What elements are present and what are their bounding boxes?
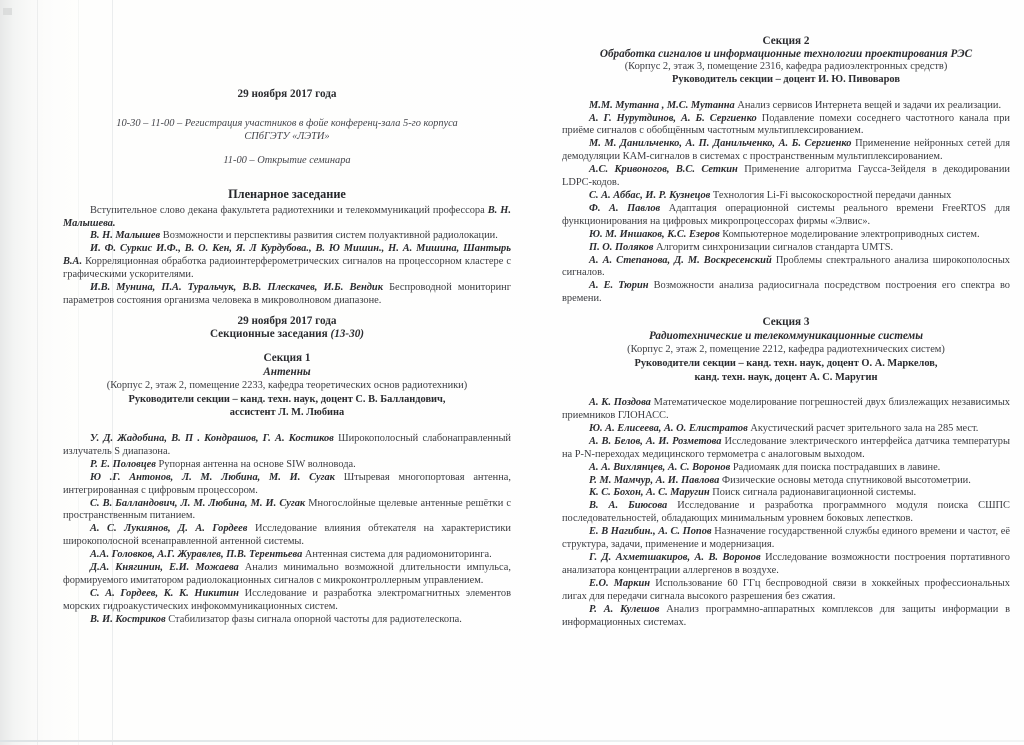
item-authors: С. А. Гордеев, К. К. Никитин <box>90 587 239 599</box>
section1-heading <box>63 352 511 420</box>
item-title: Исследование электрического интерфейса датчика температуры на P-N-переходах медицинского термометра с аналоговым выходом. <box>562 435 1010 460</box>
item-authors: С. В. Балландович, Л. М. Любина, М. И. Сугак <box>90 497 306 509</box>
section-number: Секция 1 <box>263 352 311 365</box>
program-item <box>562 190 1010 203</box>
item-authors: С. А. Аббас, И. Р. Кузнецов <box>589 189 711 201</box>
program-item <box>562 487 1010 500</box>
item-title: Исследование и разработка программного модуля поиска СШПС последовательностей, обладающих минимальным уровнем боковых лепестков. <box>562 500 1010 525</box>
item-title: Применение алгоритма Гаусса-Зейделя в декодировании LDPC-кодов. <box>562 164 1010 189</box>
item-title: Беспроводной мониторинг параметров состояния организма человека в микроволновом диапазоне. <box>63 282 511 306</box>
section-location: (Корпус 2, этаж 2, помещение 2212, кафедра радиотехнических систем) <box>627 344 945 356</box>
date-heading: 29 ноября 2017 года <box>237 88 337 100</box>
program-item <box>562 113 1010 139</box>
item-authors: Ю. А. Елисеева, А. О. Елистратов <box>589 422 748 434</box>
program-item <box>63 243 511 282</box>
item-authors: Е. В Нагибин., А. С. Попов <box>589 526 712 538</box>
registration-time: 10-30 – 11-00 – Регистрация участников в фойе конференц-зала 5-го корпуса <box>116 117 458 129</box>
item-authors: А. Г. Нурутдинов, А. Б. Сергиенко <box>589 112 757 124</box>
program-item <box>63 523 511 549</box>
item-authors: А. А. Степанова, Д. М. Воскресенский <box>589 254 772 266</box>
item-authors: В. Н. Малышев <box>90 230 161 242</box>
sessions-date: 29 ноября 2017 года <box>237 314 337 327</box>
section-location: (Корпус 2, этаж 2, помещение 2233, кафедра теоретических основ радиотехники) <box>106 380 468 392</box>
section-leaders: Руководители секции – канд. техн. наук, доцент С. В. Балландович, <box>128 393 446 405</box>
item-authors: М.М. Мутанна , М.С. Мутанна <box>589 99 735 111</box>
section-leaders: ассистент Л. М. Любина <box>229 407 345 419</box>
item-authors: А. В. Белов, А. И. Розметова <box>589 435 722 447</box>
item-title: Радиомаяк для поиска пострадавших в лавине. <box>732 461 941 473</box>
program-item <box>562 462 1010 475</box>
item-authors: Р. М. Мамчур, А. И. Павлова <box>589 474 720 486</box>
section2-heading <box>562 35 1010 87</box>
item-authors: А. С. Лукиянов, Д. А. Гордеев <box>90 523 248 535</box>
section-location: (Корпус 2, этаж 3, помещение 2316, кафедра радиоэлектронных средств) <box>624 60 948 72</box>
program-item <box>63 562 511 588</box>
section1-items <box>63 433 511 627</box>
section2-items <box>562 100 1010 307</box>
item-authors: Ф. А. Павлов <box>589 202 661 214</box>
item-authors: Ю. М. Иншаков, К.С. Езеров <box>589 228 720 240</box>
left-page <box>63 88 511 627</box>
item-authors: В. Н. Малышева. <box>63 204 511 229</box>
item-title: Исследование возможности построения портативного анализатора концентрации аллергенов в воздухе. <box>562 551 1010 576</box>
item-authors: К. С. Бохон, А. С. Маругин <box>589 487 710 499</box>
section3-heading <box>562 316 1010 384</box>
item-title: Акустический расчет зрительного зала на 285 мест. <box>750 422 979 434</box>
program-item <box>63 614 511 627</box>
item-title: Математическое моделирование погрешностей двух близлежащих независимых приемников ГЛОНАСС. <box>562 397 1010 421</box>
section-number: Секция 3 <box>762 316 810 329</box>
program-item <box>63 459 511 472</box>
item-title: Назначение государственной службы единого времени и частот, её структура, задачи, применение и модернизация. <box>562 526 1010 551</box>
program-item <box>562 280 1010 306</box>
section-number: Секция 2 <box>762 35 810 47</box>
item-authors: А. А. Вихлянцев, А. С. Воронов <box>589 461 731 473</box>
section-leaders: Руководители секции – канд. техн. наук, доцент О. А. Маркелов, <box>634 357 938 369</box>
section-topic: Антенны <box>263 365 311 378</box>
program-item <box>562 203 1010 229</box>
program-item <box>562 500 1010 526</box>
sessions-label: Секционные заседания <box>209 328 328 341</box>
item-authors: Р. Е. Половцев <box>90 458 156 470</box>
program-item <box>562 552 1010 578</box>
item-title: Возможности и перспективы развития систем полуактивной радиолокации. <box>162 230 498 242</box>
program-item <box>562 423 1010 436</box>
item-title: Подавление помехи соседнего частотного канала при приёме сигналов с обобщённым частотным мультиплексированием. <box>562 112 1010 137</box>
program-item <box>63 549 511 562</box>
program-item <box>562 255 1010 281</box>
program-item <box>562 229 1010 242</box>
item-authors: А. Е. Тюрин <box>589 280 649 292</box>
item-title: Проблемы спектрального анализа широкополосных сигналов. <box>562 254 1010 279</box>
program-item <box>562 164 1010 190</box>
program-item <box>562 138 1010 164</box>
program-item <box>562 100 1010 113</box>
item-lead-text: Вступительное слово декана факультета радиотехники и телекоммуникаций профессора <box>90 204 488 216</box>
opening-time: 11-00 – Открытие семинара <box>223 154 351 166</box>
plenary-title: Пленарное заседание <box>228 186 346 201</box>
program-item <box>63 205 511 231</box>
item-title: Физические основы метода спутниковой высотометрии. <box>721 474 971 486</box>
program-item <box>562 242 1010 255</box>
registration-block <box>63 118 511 144</box>
section-topic: Радиотехнические и телекоммуникационные системы <box>649 329 923 342</box>
scan-page-edge <box>0 740 1024 742</box>
item-title: Алгоритм синхронизации сигналов стандарта UMTS. <box>656 241 894 253</box>
item-title: Применение нейронных сетей для демодуляции КАМ-сигналов в системах с пространственным мультиплексированием. <box>562 138 1010 163</box>
item-title: Анализ минимально возможной длительности импульса, формируемого имитатором радиолокационных сигналов с микроконтроллерным управлением. <box>63 562 511 586</box>
program-item <box>562 578 1010 604</box>
item-authors: М. М. Данильченко, А. П. Данильченко, А. Б. Сергиенко <box>589 138 852 150</box>
item-title: Анализ сервисов Интернета вещей и задачи их реализации. <box>737 99 1002 111</box>
item-title: Штыревая многопортовая антенна, интегрированная с цифровым процессором. <box>63 471 511 496</box>
item-title: Корреляционная обработка радиоинтерферометрических сигналов на процессорном кластере с графическими ускорителями. <box>63 256 511 281</box>
item-title: Исследование влияния обтекателя на характеристики широкополосной всенаправленной антенной системы. <box>63 523 511 548</box>
item-title: Анализ программно-аппаратных комплексов для защиты информации в информационных системах. <box>562 603 1010 628</box>
item-authors: А.С. Кривоногов, В.С. Сеткин <box>589 164 738 176</box>
section-leaders: Руководитель секции – доцент И. Ю. Пивоваров <box>672 73 900 85</box>
program-item <box>63 498 511 524</box>
registration-place: СПбГЭТУ «ЛЭТИ» <box>244 130 330 142</box>
item-authors: П. О. Поляков <box>589 241 654 253</box>
program-item <box>562 526 1010 552</box>
program-item <box>562 436 1010 462</box>
item-title: Компьютерное моделирование электроприводных систем. <box>722 228 980 240</box>
item-authors: Д.А. Княгинин, Е.И. Можаева <box>90 562 239 574</box>
program-item <box>63 433 511 459</box>
item-authors: Ю .Г. Антонов, Л. М. Любина, М. И. Сугак <box>90 471 335 483</box>
program-item <box>63 472 511 498</box>
item-title: Широкополосный слабонаправленный излучатель S диапазона. <box>63 433 511 457</box>
item-authors: И.В. Мунина, П.А. Туральчук, В.В. Плескачев, И.Б. Вендик <box>90 282 383 294</box>
item-title: Многослойные щелевые антенные решётки с пространственным питанием. <box>63 497 511 522</box>
item-title: Адаптация операционной системы реального времени FreeRTOS для функционирования на цифровых микропроцессорах фирмы «Элвис». <box>562 202 1011 227</box>
right-page <box>562 35 1010 629</box>
section-leaders: канд. техн. наук, доцент А. С. Маругин <box>694 371 878 383</box>
sessions-heading <box>63 315 511 342</box>
item-authors: Г. Д. Ахметшакиров, А. В. Воронов <box>589 551 761 563</box>
item-authors: Е.О. Маркин <box>589 577 651 589</box>
sessions-title <box>63 328 511 342</box>
item-authors: В. А. Биюсова <box>589 500 668 512</box>
item-title: Технология Li-Fi высокоскоростной передачи данных <box>712 189 952 201</box>
item-authors: А.А. Головков, А.Г. Журавлев, П.В. Терентьева <box>90 549 303 561</box>
item-title: Исследование и разработка электромагнитных элементов морских гидроакустических инфокоммуникационных систем. <box>63 587 512 612</box>
section-topic: Обработка сигналов и информационные технологии проектирования РЭС <box>599 47 973 60</box>
item-authors: У. Д. Жадобина, В. П . Кондрашов, Г. А. Костиков <box>90 433 334 445</box>
program-item <box>562 475 1010 488</box>
item-authors: Р. А. Кулешов <box>589 603 660 615</box>
item-title: Стабилизатор фазы сигнала опорной частоты для радиотелескопа. <box>168 613 462 625</box>
item-title: Поиск сигнала радионавигационной системы. <box>712 487 917 499</box>
item-title: Возможности анализа радиосигнала посредством построения его спектра во времени. <box>562 280 1010 305</box>
program-item <box>63 588 511 614</box>
program-item <box>562 604 1010 630</box>
item-title: Антенная система для радиомониторинга. <box>304 549 492 561</box>
item-authors: В. И. Костриков <box>90 613 166 625</box>
item-title: Рупорная антенна на основе SIW волновода. <box>158 458 356 470</box>
program-item <box>562 397 1010 423</box>
scan-fold-line <box>37 0 38 745</box>
sessions-time: (13-30) <box>330 328 365 341</box>
program-item <box>63 282 511 308</box>
item-title: Использование 60 ГГц беспроводной связи в хоккейных профессиональных лигах для передачи сигнала высокого разрешения без сжатия. <box>562 577 1010 602</box>
item-authors: И. Ф. Суркис И.Ф., В. О. Кен, Я. Л Курдубова., В. Ю Мишин., Н. А. Мишина, Шантырь В.А. <box>63 243 511 268</box>
section3-items <box>562 397 1010 629</box>
scan-artifact <box>3 8 12 15</box>
plenary-items <box>63 205 511 308</box>
program-item <box>63 230 511 243</box>
item-authors: А. К. Поздова <box>589 397 651 409</box>
